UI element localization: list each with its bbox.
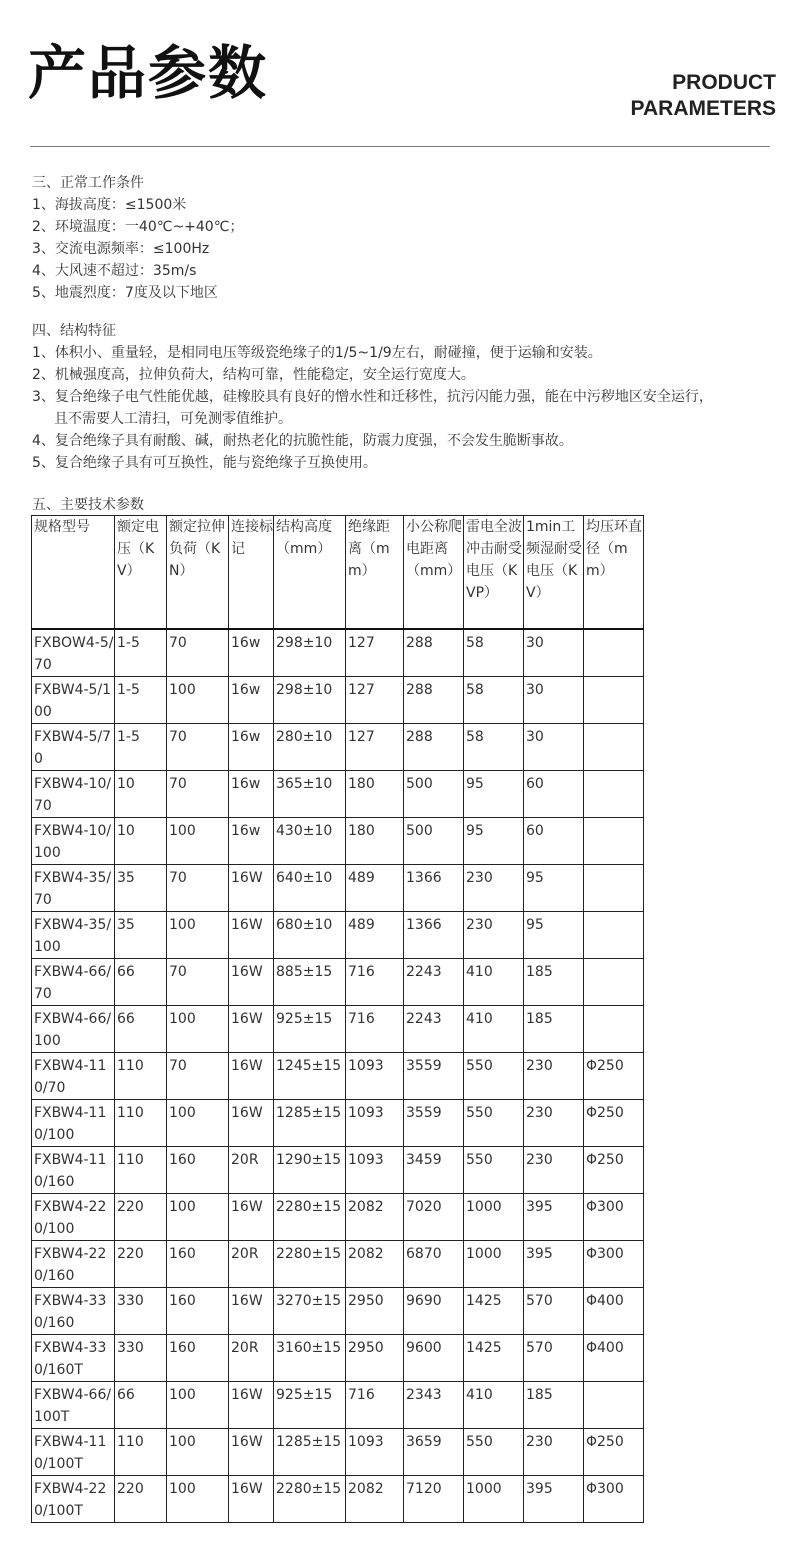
cell-tensile-load: 100 (167, 912, 229, 959)
cell-structure-height: 680±10 (274, 912, 346, 959)
cell-model: FXBW4-110/160 (32, 1147, 115, 1194)
cell-creepage-distance: 3659 (404, 1429, 464, 1476)
cell-grading-ring-diameter (584, 677, 644, 724)
condition-item: 5、地震烈度：7度及以下地区 (32, 285, 218, 301)
cell-wet-voltage: 570 (524, 1288, 584, 1335)
cell-grading-ring-diameter (584, 818, 644, 865)
cell-insulation-distance: 716 (346, 1382, 404, 1429)
cell-creepage-distance: 1366 (404, 912, 464, 959)
cell-structure-height: 1285±15 (274, 1429, 346, 1476)
cell-impulse-voltage: 550 (464, 1147, 524, 1194)
cell-rated-voltage: 35 (115, 912, 167, 959)
cell-model: FXBW4-10/70 (32, 771, 115, 818)
cell-connection: 16w (229, 818, 274, 865)
cell-tensile-load: 100 (167, 1100, 229, 1147)
cell-rated-voltage: 220 (115, 1241, 167, 1288)
cell-creepage-distance: 2243 (404, 1006, 464, 1053)
working-conditions-section (32, 172, 243, 304)
cell-model: FXBW4-330/160 (32, 1288, 115, 1335)
cell-impulse-voltage: 550 (464, 1429, 524, 1476)
cell-wet-voltage: 185 (524, 1382, 584, 1429)
cell-tensile-load: 70 (167, 959, 229, 1006)
cell-wet-voltage: 60 (524, 771, 584, 818)
cell-connection: 16W (229, 1194, 274, 1241)
cell-structure-height: 1290±15 (274, 1147, 346, 1194)
cell-connection: 16W (229, 865, 274, 912)
table-row (32, 1053, 644, 1100)
table-row (32, 629, 644, 677)
cell-impulse-voltage: 410 (464, 959, 524, 1006)
cell-impulse-voltage: 1000 (464, 1194, 524, 1241)
cell-insulation-distance: 1093 (346, 1147, 404, 1194)
cell-impulse-voltage: 1000 (464, 1476, 524, 1523)
table-row (32, 1335, 644, 1382)
cell-grading-ring-diameter: Φ250 (584, 1147, 644, 1194)
cell-wet-voltage: 395 (524, 1194, 584, 1241)
cell-impulse-voltage: 58 (464, 629, 524, 677)
cell-insulation-distance: 2082 (346, 1476, 404, 1523)
cell-model: FXBW4-66/70 (32, 959, 115, 1006)
cell-model: FXBW4-35/100 (32, 912, 115, 959)
condition-item: 4、大风速不超过：35m/s (32, 263, 197, 279)
column-header: 均压环直径（mm） (584, 516, 644, 630)
cell-grading-ring-diameter (584, 912, 644, 959)
table-row (32, 1476, 644, 1523)
cell-connection: 20R (229, 1241, 274, 1288)
cell-rated-voltage: 220 (115, 1194, 167, 1241)
cell-wet-voltage: 95 (524, 912, 584, 959)
cell-connection: 16w (229, 724, 274, 771)
cell-rated-voltage: 10 (115, 818, 167, 865)
cell-impulse-voltage: 550 (464, 1100, 524, 1147)
cell-grading-ring-diameter: Φ300 (584, 1241, 644, 1288)
cell-connection: 20R (229, 1335, 274, 1382)
cell-creepage-distance: 9690 (404, 1288, 464, 1335)
cell-tensile-load: 160 (167, 1288, 229, 1335)
column-header: 结构高度（mm） (274, 516, 346, 630)
cell-insulation-distance: 2082 (346, 1194, 404, 1241)
cell-model: FXBW4-5/70 (32, 724, 115, 771)
cell-wet-voltage: 185 (524, 1006, 584, 1053)
cell-impulse-voltage: 230 (464, 912, 524, 959)
cell-grading-ring-diameter: Φ300 (584, 1194, 644, 1241)
cell-insulation-distance: 180 (346, 771, 404, 818)
cell-creepage-distance: 3559 (404, 1100, 464, 1147)
feature-item-continuation: 且不需要人工清扫，可免测零值维护。 (54, 411, 292, 427)
cell-tensile-load: 100 (167, 1006, 229, 1053)
cell-creepage-distance: 2343 (404, 1382, 464, 1429)
table-row (32, 959, 644, 1006)
cell-rated-voltage: 1-5 (115, 724, 167, 771)
cell-model: FXBW4-110/70 (32, 1053, 115, 1100)
cell-creepage-distance: 3559 (404, 1053, 464, 1100)
cell-model: FXBW4-110/100 (32, 1100, 115, 1147)
cell-model: FXBW4-66/100T (32, 1382, 115, 1429)
cell-tensile-load: 100 (167, 1429, 229, 1476)
column-header: 1min工频湿耐受电压（KV） (524, 516, 584, 630)
cell-tensile-load: 70 (167, 629, 229, 677)
cell-impulse-voltage: 1425 (464, 1288, 524, 1335)
table-row (32, 1429, 644, 1476)
cell-connection: 16w (229, 629, 274, 677)
cell-grading-ring-diameter (584, 959, 644, 1006)
column-header: 额定电压（KV） (115, 516, 167, 630)
cell-grading-ring-diameter (584, 724, 644, 771)
cell-grading-ring-diameter: Φ250 (584, 1100, 644, 1147)
cell-model: FXBW4-10/100 (32, 818, 115, 865)
cell-wet-voltage: 30 (524, 629, 584, 677)
cell-connection: 16W (229, 1288, 274, 1335)
cell-structure-height: 925±15 (274, 1382, 346, 1429)
cell-creepage-distance: 288 (404, 629, 464, 677)
cell-structure-height: 3160±15 (274, 1335, 346, 1382)
cell-impulse-voltage: 410 (464, 1006, 524, 1053)
cell-structure-height: 2280±15 (274, 1476, 346, 1523)
cell-connection: 16W (229, 912, 274, 959)
condition-item: 1、海拔高度：≤1500米 (32, 197, 187, 213)
feature-item: 5、复合绝缘子具有可互换性，能与瓷绝缘子互换使用。 (32, 455, 377, 471)
table-body (32, 629, 644, 1523)
cell-grading-ring-diameter (584, 1006, 644, 1053)
column-header: 额定拉伸负荷（KN） (167, 516, 229, 630)
cell-rated-voltage: 110 (115, 1429, 167, 1476)
cell-connection: 16w (229, 771, 274, 818)
cell-insulation-distance: 2950 (346, 1288, 404, 1335)
cell-structure-height: 298±10 (274, 677, 346, 724)
cell-insulation-distance: 2082 (346, 1241, 404, 1288)
cell-creepage-distance: 2243 (404, 959, 464, 1006)
section-title: 四、结构特征 (32, 323, 116, 339)
condition-item: 2、环境温度：一40℃~+40℃； (32, 219, 244, 235)
cell-structure-height: 3270±15 (274, 1288, 346, 1335)
column-header: 小公称爬电距离（mm） (404, 516, 464, 630)
cell-structure-height: 2280±15 (274, 1241, 346, 1288)
cell-connection: 16W (229, 1382, 274, 1429)
cell-impulse-voltage: 230 (464, 865, 524, 912)
cell-rated-voltage: 66 (115, 959, 167, 1006)
cell-structure-height: 2280±15 (274, 1194, 346, 1241)
page-title: 产品参数 (28, 39, 269, 107)
cell-creepage-distance: 3459 (404, 1147, 464, 1194)
cell-tensile-load: 70 (167, 1053, 229, 1100)
cell-tensile-load: 100 (167, 677, 229, 724)
cell-wet-voltage: 185 (524, 959, 584, 1006)
structure-features-section (32, 320, 713, 474)
cell-grading-ring-diameter: Φ400 (584, 1335, 644, 1382)
table-header-row (32, 516, 644, 630)
cell-wet-voltage: 230 (524, 1429, 584, 1476)
cell-insulation-distance: 489 (346, 865, 404, 912)
cell-model: FXBW4-5/100 (32, 677, 115, 724)
cell-insulation-distance: 489 (346, 912, 404, 959)
cell-rated-voltage: 110 (115, 1053, 167, 1100)
cell-structure-height: 298±10 (274, 629, 346, 677)
cell-wet-voltage: 30 (524, 724, 584, 771)
cell-model: FXBW4-330/160T (32, 1335, 115, 1382)
feature-item: 1、体积小、重量轻，是相同电压等级瓷绝缘子的1/5~1/9左右，耐碰撞，便于运输和安装。 (32, 345, 602, 361)
cell-wet-voltage: 95 (524, 865, 584, 912)
cell-rated-voltage: 66 (115, 1382, 167, 1429)
cell-creepage-distance: 500 (404, 818, 464, 865)
table-row (32, 724, 644, 771)
cell-grading-ring-diameter: Φ400 (584, 1288, 644, 1335)
table-row (32, 818, 644, 865)
cell-structure-height: 885±15 (274, 959, 346, 1006)
cell-creepage-distance: 288 (404, 724, 464, 771)
cell-grading-ring-diameter (584, 629, 644, 677)
cell-model: FXBOW4-5/70 (32, 629, 115, 677)
section-title: 三、正常工作条件 (32, 175, 144, 191)
column-header: 绝缘距离（mm） (346, 516, 404, 630)
feature-item: 3、复合绝缘子电气性能优越，硅橡胶具有良好的憎水性和迁移性，抗污闪能力强，能在中污秽地区安全运行， (32, 389, 713, 405)
cell-model: FXBW4-220/160 (32, 1241, 115, 1288)
cell-grading-ring-diameter (584, 771, 644, 818)
cell-tensile-load: 160 (167, 1335, 229, 1382)
cell-insulation-distance: 127 (346, 677, 404, 724)
cell-rated-voltage: 330 (115, 1288, 167, 1335)
cell-model: FXBW4-66/100 (32, 1006, 115, 1053)
cell-grading-ring-diameter: Φ250 (584, 1053, 644, 1100)
cell-wet-voltage: 60 (524, 818, 584, 865)
table-row (32, 1006, 644, 1053)
cell-insulation-distance: 716 (346, 1006, 404, 1053)
cell-creepage-distance: 288 (404, 677, 464, 724)
cell-grading-ring-diameter: Φ250 (584, 1429, 644, 1476)
cell-connection: 16W (229, 1006, 274, 1053)
table-row (32, 1100, 644, 1147)
cell-insulation-distance: 127 (346, 724, 404, 771)
cell-structure-height: 925±15 (274, 1006, 346, 1053)
cell-wet-voltage: 395 (524, 1476, 584, 1523)
cell-impulse-voltage: 550 (464, 1053, 524, 1100)
cell-rated-voltage: 110 (115, 1100, 167, 1147)
cell-wet-voltage: 230 (524, 1100, 584, 1147)
table-row (32, 771, 644, 818)
cell-grading-ring-diameter (584, 865, 644, 912)
cell-rated-voltage: 1-5 (115, 677, 167, 724)
cell-tensile-load: 100 (167, 1382, 229, 1429)
header-divider (30, 146, 770, 147)
cell-insulation-distance: 1093 (346, 1100, 404, 1147)
cell-insulation-distance: 1093 (346, 1429, 404, 1476)
cell-insulation-distance: 2950 (346, 1335, 404, 1382)
cell-tensile-load: 100 (167, 818, 229, 865)
cell-grading-ring-diameter (584, 1382, 644, 1429)
technical-parameters-table (31, 515, 644, 1523)
title-en-line2: PARAMETERS (630, 97, 776, 120)
cell-tensile-load: 100 (167, 1194, 229, 1241)
cell-tensile-load: 70 (167, 724, 229, 771)
cell-structure-height: 430±10 (274, 818, 346, 865)
cell-impulse-voltage: 410 (464, 1382, 524, 1429)
cell-wet-voltage: 30 (524, 677, 584, 724)
cell-tensile-load: 160 (167, 1147, 229, 1194)
cell-tensile-load: 70 (167, 865, 229, 912)
page-header (0, 0, 800, 148)
cell-connection: 16W (229, 959, 274, 1006)
cell-impulse-voltage: 95 (464, 771, 524, 818)
cell-impulse-voltage: 95 (464, 818, 524, 865)
cell-impulse-voltage: 1425 (464, 1335, 524, 1382)
column-header: 规格型号 (32, 516, 115, 630)
table-row (32, 912, 644, 959)
cell-creepage-distance: 1366 (404, 865, 464, 912)
table-row (32, 865, 644, 912)
cell-creepage-distance: 9600 (404, 1335, 464, 1382)
cell-insulation-distance: 127 (346, 629, 404, 677)
cell-creepage-distance: 7020 (404, 1194, 464, 1241)
cell-connection: 16W (229, 1053, 274, 1100)
cell-creepage-distance: 500 (404, 771, 464, 818)
cell-structure-height: 1285±15 (274, 1100, 346, 1147)
cell-tensile-load: 70 (167, 771, 229, 818)
cell-tensile-load: 160 (167, 1241, 229, 1288)
cell-connection: 20R (229, 1147, 274, 1194)
cell-impulse-voltage: 1000 (464, 1241, 524, 1288)
cell-structure-height: 365±10 (274, 771, 346, 818)
page-title-english (631, 70, 776, 122)
cell-rated-voltage: 110 (115, 1147, 167, 1194)
cell-impulse-voltage: 58 (464, 724, 524, 771)
table-row (32, 1194, 644, 1241)
table-row (32, 1241, 644, 1288)
condition-item: 3、交流电源频率：≤100Hz (32, 241, 210, 257)
cell-connection: 16w (229, 677, 274, 724)
column-header: 连接标记 (229, 516, 274, 630)
cell-insulation-distance: 1093 (346, 1053, 404, 1100)
cell-insulation-distance: 716 (346, 959, 404, 1006)
cell-creepage-distance: 6870 (404, 1241, 464, 1288)
cell-rated-voltage: 66 (115, 1006, 167, 1053)
cell-wet-voltage: 230 (524, 1053, 584, 1100)
feature-item: 2、机械强度高，拉伸负荷大，结构可靠，性能稳定，安全运行宽度大。 (32, 367, 475, 383)
cell-connection: 16W (229, 1100, 274, 1147)
feature-item: 4、复合绝缘子具有耐酸、碱，耐热老化的抗脆性能，防震力度强，不会发生脆断事故。 (32, 433, 573, 449)
section-title: 五、主要技术参数 (32, 497, 144, 513)
table-row (32, 1382, 644, 1429)
cell-impulse-voltage: 58 (464, 677, 524, 724)
cell-grading-ring-diameter: Φ300 (584, 1476, 644, 1523)
cell-rated-voltage: 330 (115, 1335, 167, 1382)
cell-connection: 16W (229, 1429, 274, 1476)
cell-wet-voltage: 570 (524, 1335, 584, 1382)
column-header: 雷电全波冲击耐受电压（KVP） (464, 516, 524, 630)
cell-connection: 16W (229, 1476, 274, 1523)
cell-structure-height: 640±10 (274, 865, 346, 912)
cell-rated-voltage: 1-5 (115, 629, 167, 677)
cell-creepage-distance: 7120 (404, 1476, 464, 1523)
cell-model: FXBW4-110/100T (32, 1429, 115, 1476)
cell-insulation-distance: 180 (346, 818, 404, 865)
table-row (32, 677, 644, 724)
cell-structure-height: 280±10 (274, 724, 346, 771)
table-row (32, 1147, 644, 1194)
cell-rated-voltage: 10 (115, 771, 167, 818)
cell-rated-voltage: 35 (115, 865, 167, 912)
table-row (32, 1288, 644, 1335)
cell-model: FXBW4-220/100T (32, 1476, 115, 1523)
cell-tensile-load: 100 (167, 1476, 229, 1523)
cell-model: FXBW4-35/70 (32, 865, 115, 912)
title-en-line1: PRODUCT (672, 71, 776, 94)
cell-wet-voltage: 395 (524, 1241, 584, 1288)
cell-structure-height: 1245±15 (274, 1053, 346, 1100)
cell-rated-voltage: 220 (115, 1476, 167, 1523)
cell-model: FXBW4-220/100 (32, 1194, 115, 1241)
cell-wet-voltage: 230 (524, 1147, 584, 1194)
